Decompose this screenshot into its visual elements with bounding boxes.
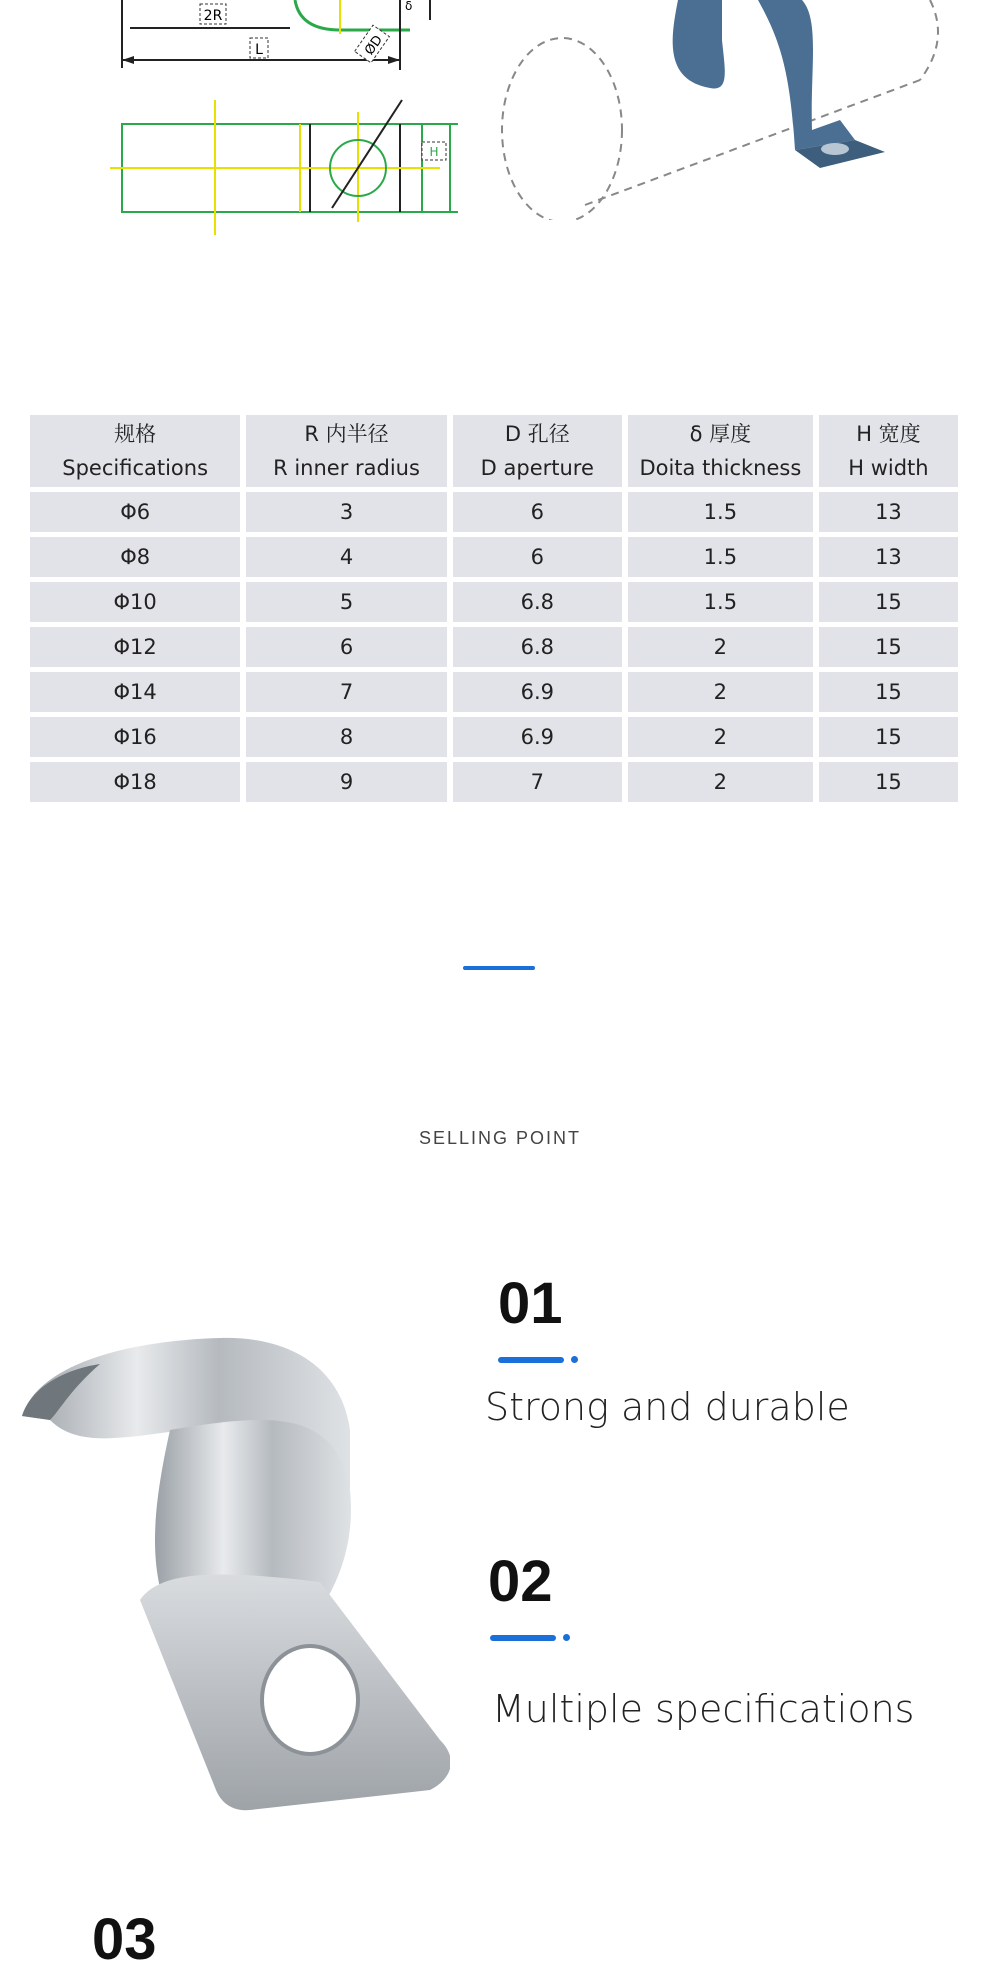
header-cn: δ 厚度	[689, 422, 752, 446]
feature-number-03: 03	[92, 1907, 157, 1972]
table-row	[30, 672, 958, 712]
table-cell: 6.9	[453, 672, 622, 712]
header-cn: H 宽度	[856, 422, 921, 446]
specification-table	[24, 410, 964, 807]
header-thickness	[628, 415, 813, 487]
header-inner-radius	[246, 415, 446, 487]
label-delta: δ	[405, 0, 413, 13]
table-cell: 6	[453, 537, 622, 577]
table-cell: 5	[246, 582, 446, 622]
table-cell: 3	[246, 492, 446, 532]
feature-bar-02	[490, 1635, 556, 1641]
header-cn: R 内半径	[304, 422, 389, 446]
table-cell: 6.8	[453, 582, 622, 622]
table-cell: 6	[453, 492, 622, 532]
table-cell: 2	[628, 627, 813, 667]
table-cell: Φ10	[30, 582, 240, 622]
table-row	[30, 762, 958, 802]
table-cell: 2	[628, 672, 813, 712]
table-cell: 15	[819, 672, 958, 712]
table-cell: 6.9	[453, 717, 622, 757]
table-cell: 8	[246, 717, 446, 757]
table-row	[30, 627, 958, 667]
feature-dot-02	[563, 1634, 570, 1641]
clamp-on-pipe-illustration	[490, 0, 950, 220]
technical-drawing	[100, 0, 480, 240]
label-2r: 2R	[203, 8, 223, 24]
table-cell: Φ6	[30, 492, 240, 532]
table-row	[30, 492, 958, 532]
table-cell: 6	[246, 627, 446, 667]
table-row	[30, 537, 958, 577]
feature-dot-01	[571, 1356, 578, 1363]
table-row	[30, 582, 958, 622]
selling-point-heading: SELLING POINT	[418, 1128, 582, 1148]
table-cell: Φ8	[30, 537, 240, 577]
table-cell: 15	[819, 627, 958, 667]
table-cell: 13	[819, 537, 958, 577]
table-cell: 7	[246, 672, 446, 712]
label-od: ØD	[362, 32, 386, 59]
table-cell: 15	[819, 582, 958, 622]
table-cell: 4	[246, 537, 446, 577]
header-width	[819, 415, 958, 487]
table-cell: 7	[453, 762, 622, 802]
table-cell: 2	[628, 717, 813, 757]
feature-number-02: 02	[488, 1549, 553, 1614]
table-row	[30, 717, 958, 757]
blue-clamp-shape	[673, 0, 725, 88]
header-en: H width	[848, 456, 929, 480]
table-cell: 13	[819, 492, 958, 532]
header-cn: D 孔径	[504, 422, 570, 446]
header-en: R inner radius	[273, 456, 420, 480]
header-en: D aperture	[480, 456, 594, 480]
table-cell: 2	[628, 762, 813, 802]
label-l: L	[255, 42, 263, 58]
section-divider	[463, 966, 535, 970]
header-en: Specifications	[62, 456, 209, 480]
table-cell: Φ18	[30, 762, 240, 802]
table-cell: Φ12	[30, 627, 240, 667]
feature-number-01: 01	[498, 1271, 563, 1336]
table-cell: 6.8	[453, 627, 622, 667]
feature-bar-01	[498, 1357, 564, 1363]
header-cn: 规格	[114, 422, 157, 446]
silver-clamp-illustration	[20, 1320, 450, 1820]
table-cell: Φ16	[30, 717, 240, 757]
label-h: H	[429, 145, 439, 159]
table-cell: 15	[819, 762, 958, 802]
table-header-row	[30, 415, 958, 487]
table-cell: 1.5	[628, 492, 813, 532]
table-cell: 1.5	[628, 537, 813, 577]
header-en: Doita thickness	[639, 456, 802, 480]
table-cell: Φ14	[30, 672, 240, 712]
header-aperture	[453, 415, 622, 487]
table-cell: 15	[819, 717, 958, 757]
feature-text-02: Multiple specifications	[492, 1687, 915, 1731]
feature-text-01: Strong and durable	[485, 1385, 850, 1429]
table-cell: 1.5	[628, 582, 813, 622]
table-cell: 9	[246, 762, 446, 802]
header-specifications	[30, 415, 240, 487]
